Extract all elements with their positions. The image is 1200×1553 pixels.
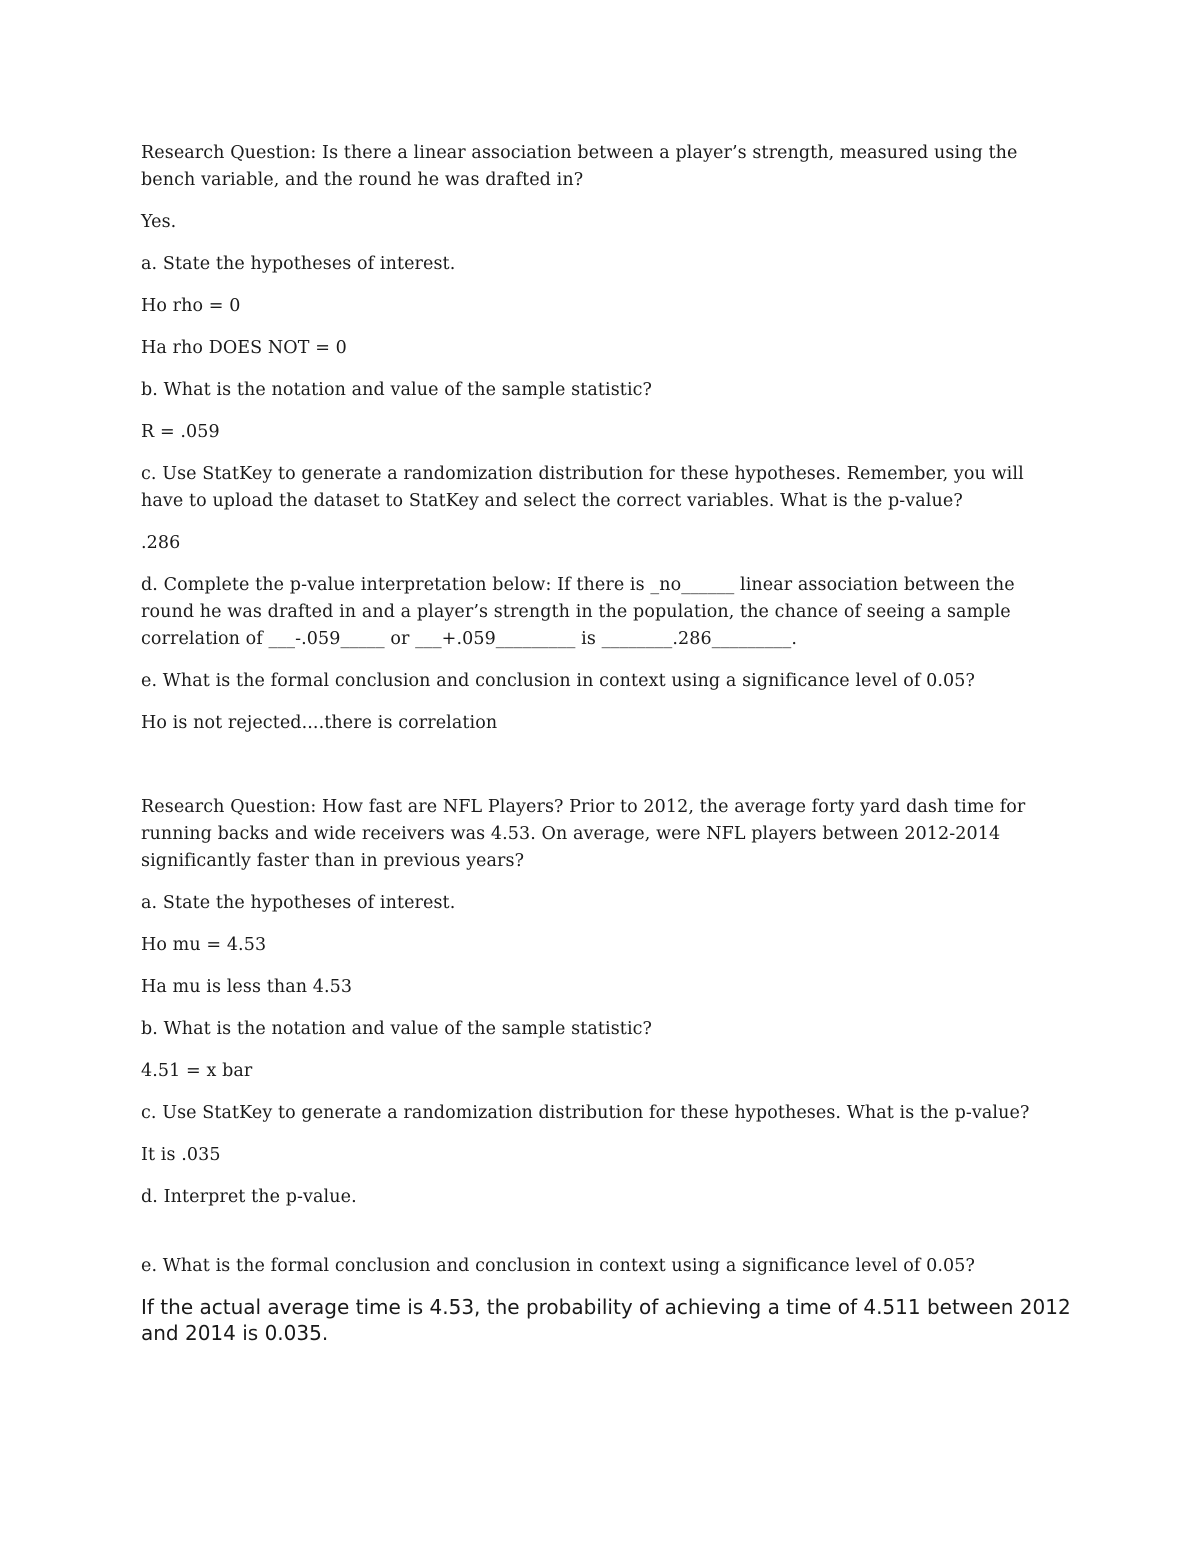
q1-b-answer: R = .059 — [141, 422, 220, 442]
q1-c-prompt: c. Use StatKey to generate a randomization distribution for these hypotheses. Remember, you will have to upload the dataset to StatKey and select the correct variables. What is the p-value? — [141, 464, 1024, 511]
q1-d-prompt: d. Complete the p-value interpretation below: If there is _no______ linear association between the round he was drafted in and a player’s strength in the population, the chance of seeing a sample correlation of ___-.059_____ or ___+.059_________ is ________.286_________. — [141, 575, 1015, 649]
q2-c-answer: It is .035 — [141, 1145, 221, 1165]
q2-e-prompt: e. What is the formal conclusion and conclusion in context using a significance level of 0.05? — [141, 1256, 976, 1276]
q1-e-prompt: e. What is the formal conclusion and conclusion in context using a significance level of 0.05? — [141, 671, 976, 691]
q2-a-alt-hypothesis: Ha mu is less than 4.53 — [141, 977, 353, 997]
q1-a-null-hypothesis: Ho rho = 0 — [141, 296, 241, 316]
q2-a-null-hypothesis: Ho mu = 4.53 — [141, 935, 267, 955]
answer-yes: Yes. — [141, 212, 177, 232]
q2-e-answer: If the actual average time is 4.53, the probability of achieving a time of 4.511 between 2012 and 2014 is 0.035. — [141, 1295, 1071, 1345]
research-question-2: Research Question: How fast are NFL Players? Prior to 2012, the average forty yard dash time for running backs and wide receivers was 4.53. On average, were NFL players between 2012-2014 significantly faster than in previous years? — [141, 797, 1026, 871]
q2-a-prompt: a. State the hypotheses of interest. — [141, 893, 456, 913]
q2-d-prompt: d. Interpret the p-value. — [141, 1187, 357, 1207]
q2-b-prompt: b. What is the notation and value of the sample statistic? — [141, 1019, 653, 1039]
q2-b-answer: 4.51 = x bar — [141, 1061, 253, 1081]
q2-c-prompt: c. Use StatKey to generate a randomization distribution for these hypotheses. What is the p-value? — [141, 1103, 1030, 1123]
q1-b-prompt: b. What is the notation and value of the sample statistic? — [141, 380, 653, 400]
q1-a-prompt: a. State the hypotheses of interest. — [141, 254, 456, 274]
q1-e-answer: Ho is not rejected....there is correlation — [141, 713, 498, 733]
q1-c-answer: .286 — [141, 533, 181, 553]
research-question-1: Research Question: Is there a linear association between a player’s strength, measured using the bench variable, and the round he was drafted in? — [141, 143, 1018, 190]
document-body — [141, 140, 1071, 1346]
q1-a-alt-hypothesis: Ha rho DOES NOT = 0 — [141, 338, 347, 358]
